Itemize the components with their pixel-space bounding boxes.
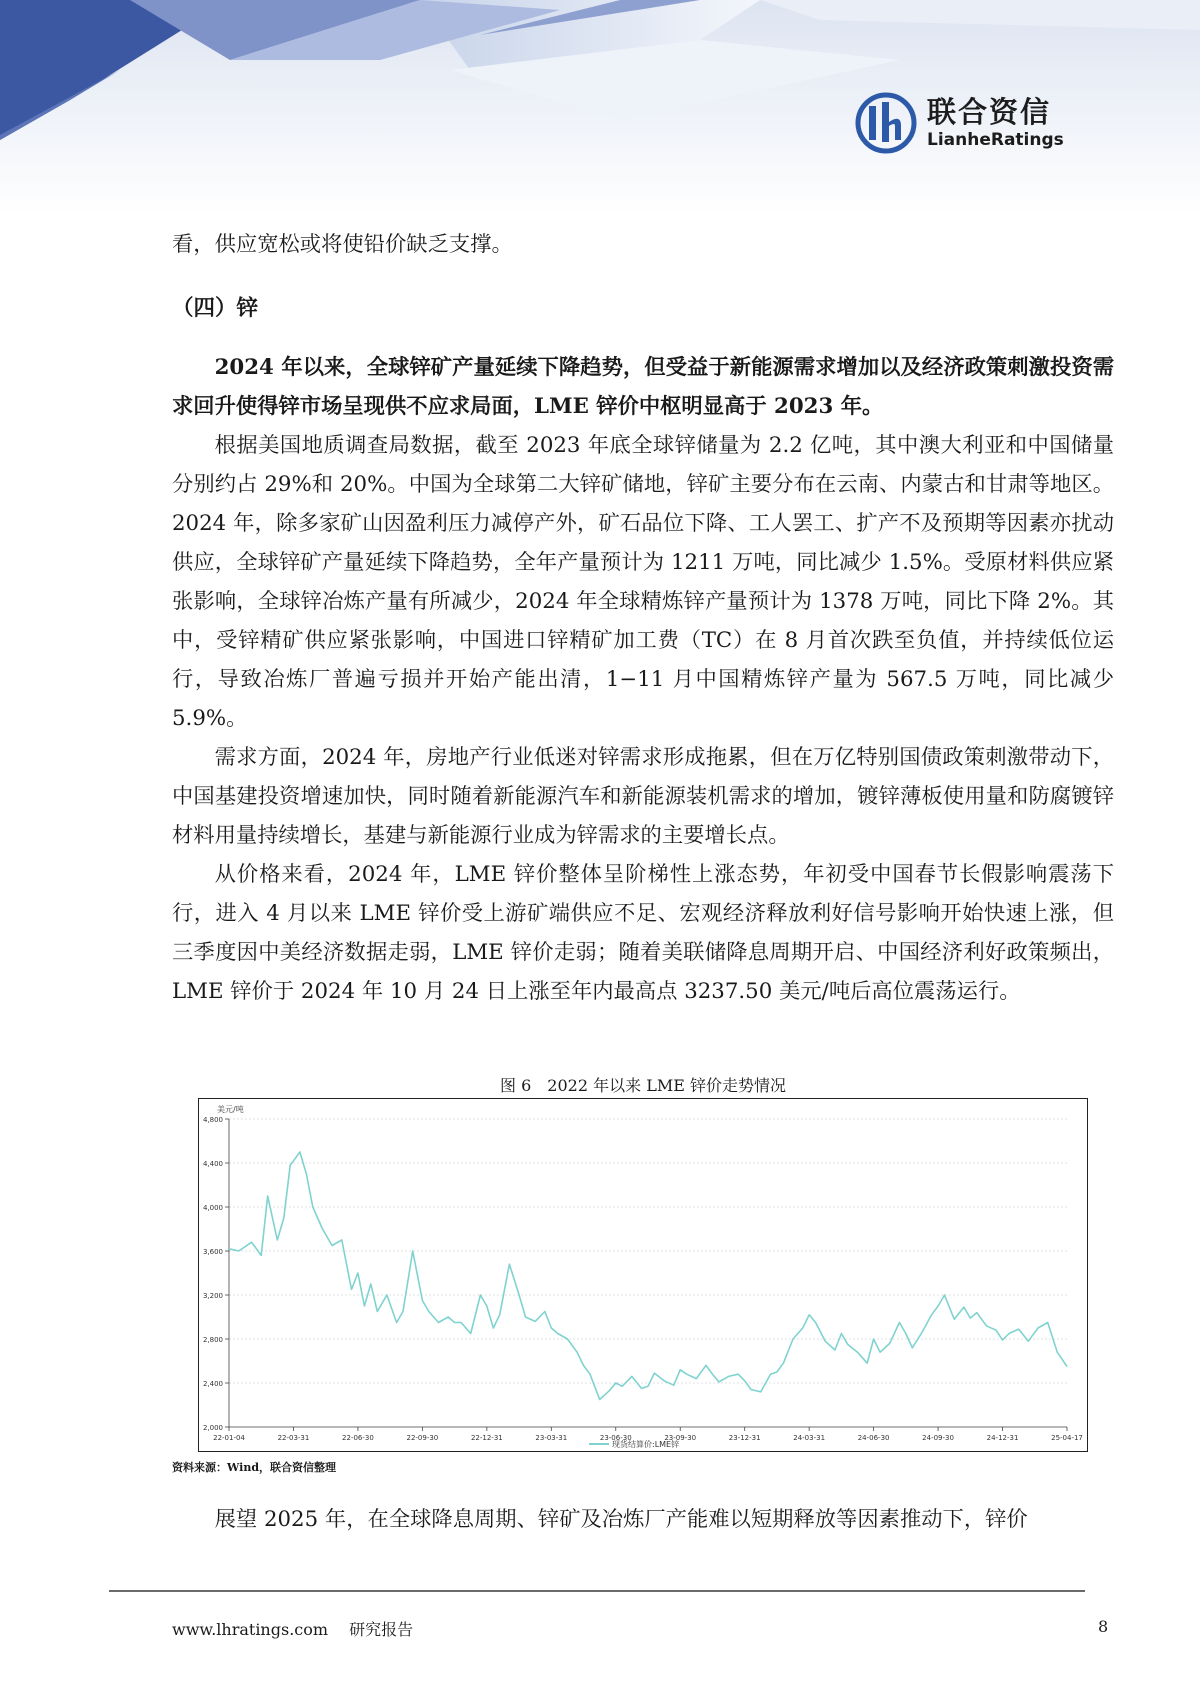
x-tick-label: 23-06-30 — [599, 1434, 632, 1442]
y-tick-label: 4,000 — [202, 1204, 223, 1212]
lead-paragraph: 2024 年以来，全球锌矿产量延续下降趋势，但受益于新能源需求增加以及经济政策刺激投资需求回升使得锌市场呈现供不应求局面，LME 锌价中枢明显高于 2023 年。 — [172, 355, 1114, 419]
x-tick-label: 22-06-30 — [342, 1434, 374, 1442]
x-tick-label: 24-06-30 — [857, 1434, 890, 1442]
brand-name-cn: 联合资信 — [927, 95, 1052, 129]
x-tick-label: 24-12-31 — [986, 1434, 1019, 1442]
x-tick-label: 22-01-04 — [213, 1434, 245, 1442]
x-tick-label: 24-03-31 — [793, 1434, 826, 1442]
x-tick-label: 23-09-30 — [664, 1434, 697, 1442]
source-note: 资料来源：Wind，联合资信整理 — [172, 1461, 337, 1474]
y-tick-label: 2,000 — [202, 1424, 223, 1432]
x-tick-label: 23-03-31 — [535, 1434, 568, 1442]
brand-logo — [855, 88, 1075, 158]
legend-label: 现货结算价:LME锌 — [612, 1440, 680, 1449]
zinc-price-series-line — [229, 1152, 1067, 1400]
paragraph-outlook: 展望 2025 年，在全球降息周期、锌矿及冶炼厂产能难以短期释放等因素推动下，锌价 — [214, 1507, 1028, 1532]
section-title: （四）锌 — [172, 296, 259, 321]
chart-svg — [199, 1099, 1087, 1451]
x-tick-label: 22-03-31 — [277, 1434, 310, 1442]
x-tick-label: 24-09-30 — [922, 1434, 954, 1442]
y-tick-label: 2,400 — [202, 1380, 223, 1388]
footer-divider — [109, 1590, 1085, 1592]
page-number: 8 — [1098, 1617, 1109, 1636]
brand-name-en: LianheRatings — [927, 130, 1064, 150]
y-axis-unit: 美元/吨 — [217, 1105, 244, 1114]
zinc-price-chart — [198, 1098, 1088, 1452]
continuation-text: 看，供应宽松或将使铅价缺乏支撑。 — [172, 232, 513, 257]
paragraph-demand: 需求方面，2024 年，房地产行业低迷对锌需求形成拖累，但在万亿特别国债政策刺激带动下，中国基建投资增速加快，同时随着新能源汽车和新能源装机需求的增加，镀锌薄板使用量和防腐镀锌材料用量持续增长，基建与新能源行业成为锌需求的主要增长点。 — [172, 745, 1114, 848]
y-tick-label: 4,800 — [202, 1116, 223, 1124]
y-tick-label: 4,400 — [202, 1160, 223, 1168]
paragraph-supply: 根据美国地质调查局数据，截至 2023 年底全球锌储量为 2.2 亿吨，其中澳大利亚和中国储量分别约占 29%和 20%。中国为全球第二大锌矿储地，锌矿主要分布在云南、内蒙古和甘肃等地区。2024 年，除多家矿山因盈利压力减停产外，矿石品位下降、工人罢工、扩产不及预期等因素亦扰动供应，全球锌矿产量延续下降趋势，全年产量预计为 1211 万吨，同比减少 1.5%。受原材料供应紧张影响，全球锌冶炼产量有所减少，2024 年全球精炼锌产量预计为 1378 万吨，同比下降 2%。其中，受锌精矿供应紧张影响，中国进口锌精矿加工费（TC）在 8 月首次跌至负值，并持续低位运行，导致冶炼厂普遍亏损并开始产能出清，1−11 月中国精炼锌产量为 567.5 万吨，同比减少 5.9%。 — [172, 433, 1114, 731]
y-tick-label: 3,200 — [202, 1292, 223, 1300]
x-tick-label: 22-12-31 — [470, 1434, 503, 1442]
paragraph-price: 从价格来看，2024 年，LME 锌价整体呈阶梯性上涨态势，年初受中国春节长假影响震荡下行，进入 4 月以来 LME 锌价受上游矿端供应不足、宏观经济释放利好信号影响开始快速上涨，但三季度因中美经济数据走弱，LME 锌价走弱；随着美联储降息周期开启、中国经济利好政策频出，LME 锌价于 2024 年 10 月 24 日上涨至年内最高点 3237.50 美元/吨后高位震荡运行。 — [172, 862, 1114, 1004]
x-tick-label: 22-09-30 — [406, 1434, 439, 1442]
x-tick-label: 25-04-17 — [1051, 1434, 1083, 1442]
footer-doc-type: 研究报告 — [349, 1620, 414, 1639]
x-tick-label: 23-12-31 — [728, 1434, 761, 1442]
y-tick-label: 3,600 — [202, 1248, 223, 1256]
figure-title: 图 6 2022 年以来 LME 锌价走势情况 — [500, 1076, 786, 1095]
footer-website-link[interactable]: www.lhratings.com — [172, 1620, 329, 1639]
y-tick-label: 2,800 — [202, 1336, 223, 1344]
lianhe-logo-icon — [855, 92, 917, 154]
footer-left — [172, 1617, 429, 1640]
